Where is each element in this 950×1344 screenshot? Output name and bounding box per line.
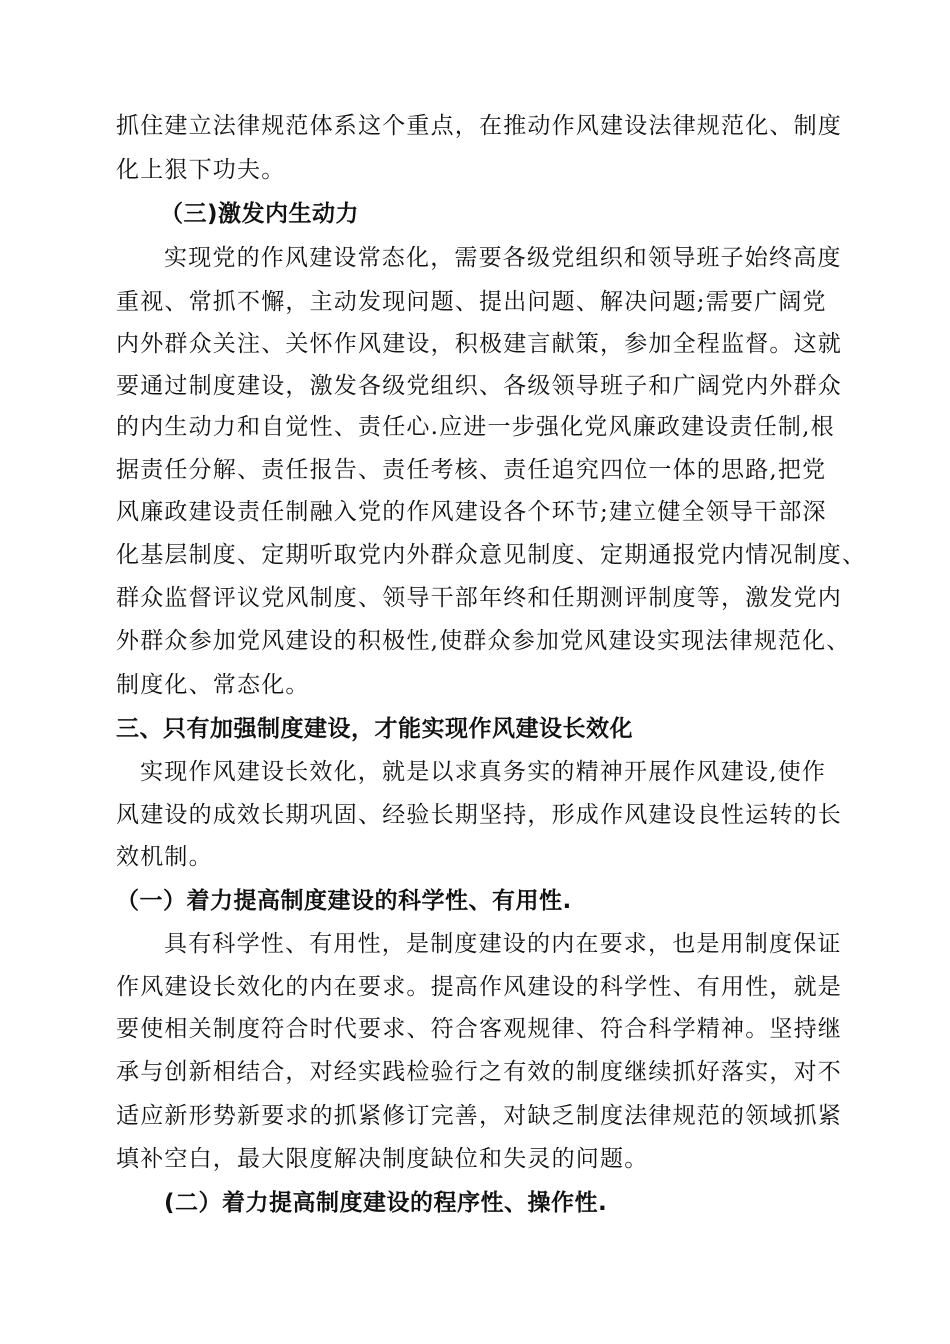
section-heading: （一）着力提高制度建设的科学性、有用性. [116, 888, 572, 914]
body-line: 要通过制度建设，激发各级党组织、各级领导班子和广阔党内外群众 [116, 373, 842, 399]
body-line: 风建设的成效长期巩固、经验长期坚持，形成作风建设良性运转的长 [116, 802, 842, 828]
chapter-heading: 三、只有加强制度建设，才能实现作风建设长效化 [116, 716, 633, 742]
body-line: 风廉政建设责任制融入党的作风建设各个环节;建立健全领导干部深 [116, 499, 827, 525]
section-heading: （三)激发内生动力 [160, 201, 360, 227]
body-line: 外群众参加党风建设的积极性,使群众参加党风建设实现法律规范化、 [116, 628, 851, 654]
paragraph-first-line: 实现党的作风建设常态化，需要各级党组织和领导班子始终高度 [164, 245, 842, 271]
body-line: 填补空白，最大限度解决制度缺位和失灵的问题。 [116, 1146, 649, 1172]
body-line: 制度化、常态化。 [116, 672, 310, 698]
body-line: 作风建设长效化的内在要求。提高作风建设的科学性、有用性，就是 [116, 974, 842, 1000]
body-line: 群众监督评议党风制度、领导干部年终和任期测评制度等，激发党内 [116, 585, 842, 611]
body-line: 抓住建立法律规范体系这个重点，在推动作风建设法律规范化、制度 [116, 113, 842, 139]
body-line: 化基层制度、定期听取党内外群众意见制度、定期通报党内情况制度、 [116, 542, 867, 568]
section-heading: (二）着力提高制度建设的程序性、操作性. [164, 1190, 608, 1216]
body-line: 的内生动力和自觉性、责任心.应进一步强化党风廉政建设责任制,根 [116, 414, 835, 440]
body-line: 据责任分解、责任报告、责任考核、责任追究四位一体的思路,把党 [116, 457, 827, 483]
body-line: 适应新形势新要求的抓紧修订完善，对缺乏制度法律规范的领域抓紧 [116, 1103, 842, 1129]
body-line: 承与创新相结合，对经实践检验行之有效的制度继续抓好落实，对不 [116, 1059, 842, 1085]
paragraph-first-line: 具有科学性、有用性，是制度建设的内在要求，也是用制度保证 [164, 931, 842, 957]
body-line: 重视、常抓不懈，主动发现问题、提出问题、解决问题;需要广阔党 [116, 289, 827, 315]
body-line: 化上狠下功夫。 [116, 157, 286, 183]
paragraph-first-line: 实现作风建设长效化，就是以求真务实的精神开展作风建设,使作 [140, 759, 827, 785]
body-line: 效机制。 [116, 844, 213, 870]
body-line: 内外群众关注、关怀作风建设，积极建言献策，参加全程监督。这就 [116, 331, 842, 357]
body-line: 要使相关制度符合时代要求、符合客观规律、符合科学精神。坚持继 [116, 1016, 842, 1042]
